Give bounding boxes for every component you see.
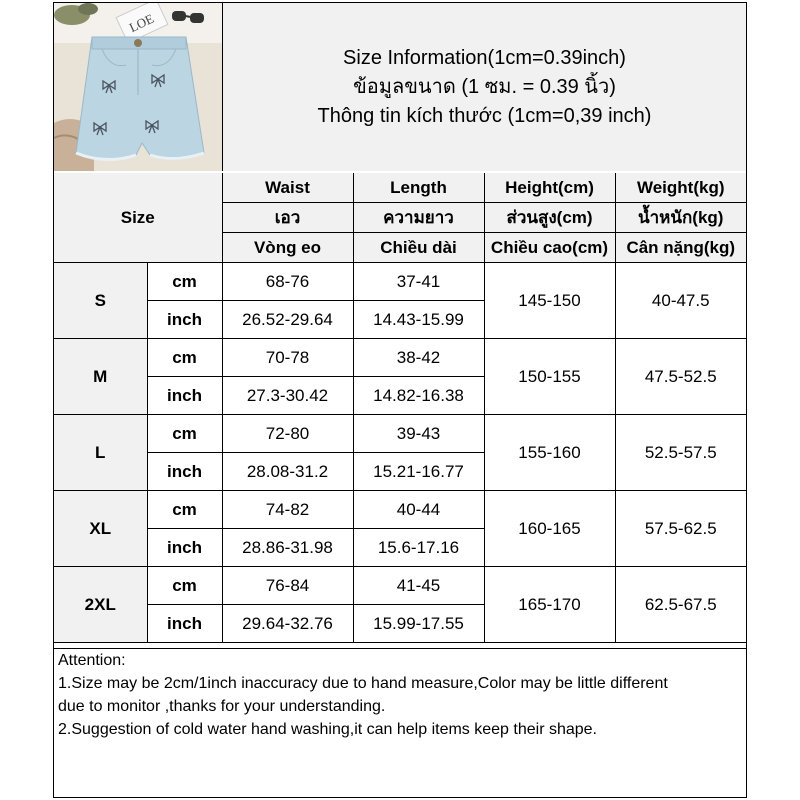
length-inch: 14.82-16.38 xyxy=(353,377,484,415)
heading-english: Size Information(1cm=0.39inch) xyxy=(343,46,626,69)
notes-title: Attention: xyxy=(58,652,126,669)
length-cm: 41-45 xyxy=(353,567,484,605)
notes-line-3: 2.Suggestion of cold water hand washing,it can help items keep their shape. xyxy=(58,721,597,738)
unit-inch: inch xyxy=(147,377,222,415)
size-label: S xyxy=(54,263,147,339)
size-row-cm xyxy=(54,491,746,529)
size-chart-sheet xyxy=(53,2,747,798)
col-weight-vi: Cân nặng(kg) xyxy=(615,233,746,263)
unit-inch: inch xyxy=(147,453,222,491)
col-length-vi: Chiều dài xyxy=(353,233,484,263)
unit-cm: cm xyxy=(147,491,222,529)
heading-thai: ข้อมูลขนาด (1 ซม. = 0.39 นิ้ว) xyxy=(353,75,616,98)
unit-cm: cm xyxy=(147,339,222,377)
size-row-cm xyxy=(54,263,746,301)
length-cm: 37-41 xyxy=(353,263,484,301)
heading-vietnamese: Thông tin kích thước (1cm=0,39 inch) xyxy=(317,104,652,127)
length-cm: 38-42 xyxy=(353,339,484,377)
size-info-heading xyxy=(223,3,746,171)
length-inch: 14.43-15.99 xyxy=(353,301,484,339)
col-height-vi: Chiều cao(cm) xyxy=(484,233,615,263)
col-weight-th: น้ำหนัก(kg) xyxy=(615,203,746,233)
height-range: 145-150 xyxy=(484,263,615,339)
length-cm: 39-43 xyxy=(353,415,484,453)
weight-range: 40-47.5 xyxy=(615,263,746,339)
unit-cm: cm xyxy=(147,263,222,301)
product-photo xyxy=(54,3,223,171)
height-range: 160-165 xyxy=(484,491,615,567)
waist-inch: 27.3-30.42 xyxy=(222,377,353,415)
unit-cm: cm xyxy=(147,415,222,453)
header-band xyxy=(54,3,746,174)
waist-cm: 74-82 xyxy=(222,491,353,529)
weight-range: 47.5-52.5 xyxy=(615,339,746,415)
size-label: M xyxy=(54,339,147,415)
size-column-title: Size xyxy=(54,173,222,263)
weight-range: 52.5-57.5 xyxy=(615,415,746,491)
length-inch: 15.6-17.16 xyxy=(353,529,484,567)
unit-cm: cm xyxy=(147,567,222,605)
height-range: 155-160 xyxy=(484,415,615,491)
size-label: XL xyxy=(54,491,147,567)
size-table xyxy=(54,173,746,643)
waist-cm: 72-80 xyxy=(222,415,353,453)
col-waist-th: เอว xyxy=(222,203,353,233)
waist-inch: 29.64-32.76 xyxy=(222,605,353,643)
col-waist-vi: Vòng eo xyxy=(222,233,353,263)
col-length-en: Length xyxy=(353,173,484,203)
size-row-cm xyxy=(54,415,746,453)
col-height-en: Height(cm) xyxy=(484,173,615,203)
waist-cm: 68-76 xyxy=(222,263,353,301)
notes-line-2: due to monitor ,thanks for your understanding. xyxy=(58,698,386,715)
length-inch: 15.99-17.55 xyxy=(353,605,484,643)
waist-cm: 76-84 xyxy=(222,567,353,605)
size-row-cm xyxy=(54,339,746,377)
length-cm: 40-44 xyxy=(353,491,484,529)
col-waist-en: Waist xyxy=(222,173,353,203)
unit-inch: inch xyxy=(147,529,222,567)
notes-line-1: 1.Size may be 2cm/1inch inaccuracy due to hand measure,Color may be little different xyxy=(58,675,668,692)
photo-card-text: LOE xyxy=(126,10,157,36)
unit-inch: inch xyxy=(147,301,222,339)
height-range: 165-170 xyxy=(484,567,615,643)
size-row-cm xyxy=(54,567,746,605)
denim-skirt-icon xyxy=(54,3,222,171)
waist-inch: 26.52-29.64 xyxy=(222,301,353,339)
waist-inch: 28.86-31.98 xyxy=(222,529,353,567)
col-height-th: ส่วนสูง(cm) xyxy=(484,203,615,233)
header-row-english xyxy=(54,173,746,203)
height-range: 150-155 xyxy=(484,339,615,415)
size-label: L xyxy=(54,415,147,491)
col-weight-en: Weight(kg) xyxy=(615,173,746,203)
unit-inch: inch xyxy=(147,605,222,643)
weight-range: 57.5-62.5 xyxy=(615,491,746,567)
length-inch: 15.21-16.77 xyxy=(353,453,484,491)
waist-cm: 70-78 xyxy=(222,339,353,377)
size-label: 2XL xyxy=(54,567,147,643)
col-length-th: ความยาว xyxy=(353,203,484,233)
waist-inch: 28.08-31.2 xyxy=(222,453,353,491)
attention-notes xyxy=(54,648,746,798)
weight-range: 62.5-67.5 xyxy=(615,567,746,643)
